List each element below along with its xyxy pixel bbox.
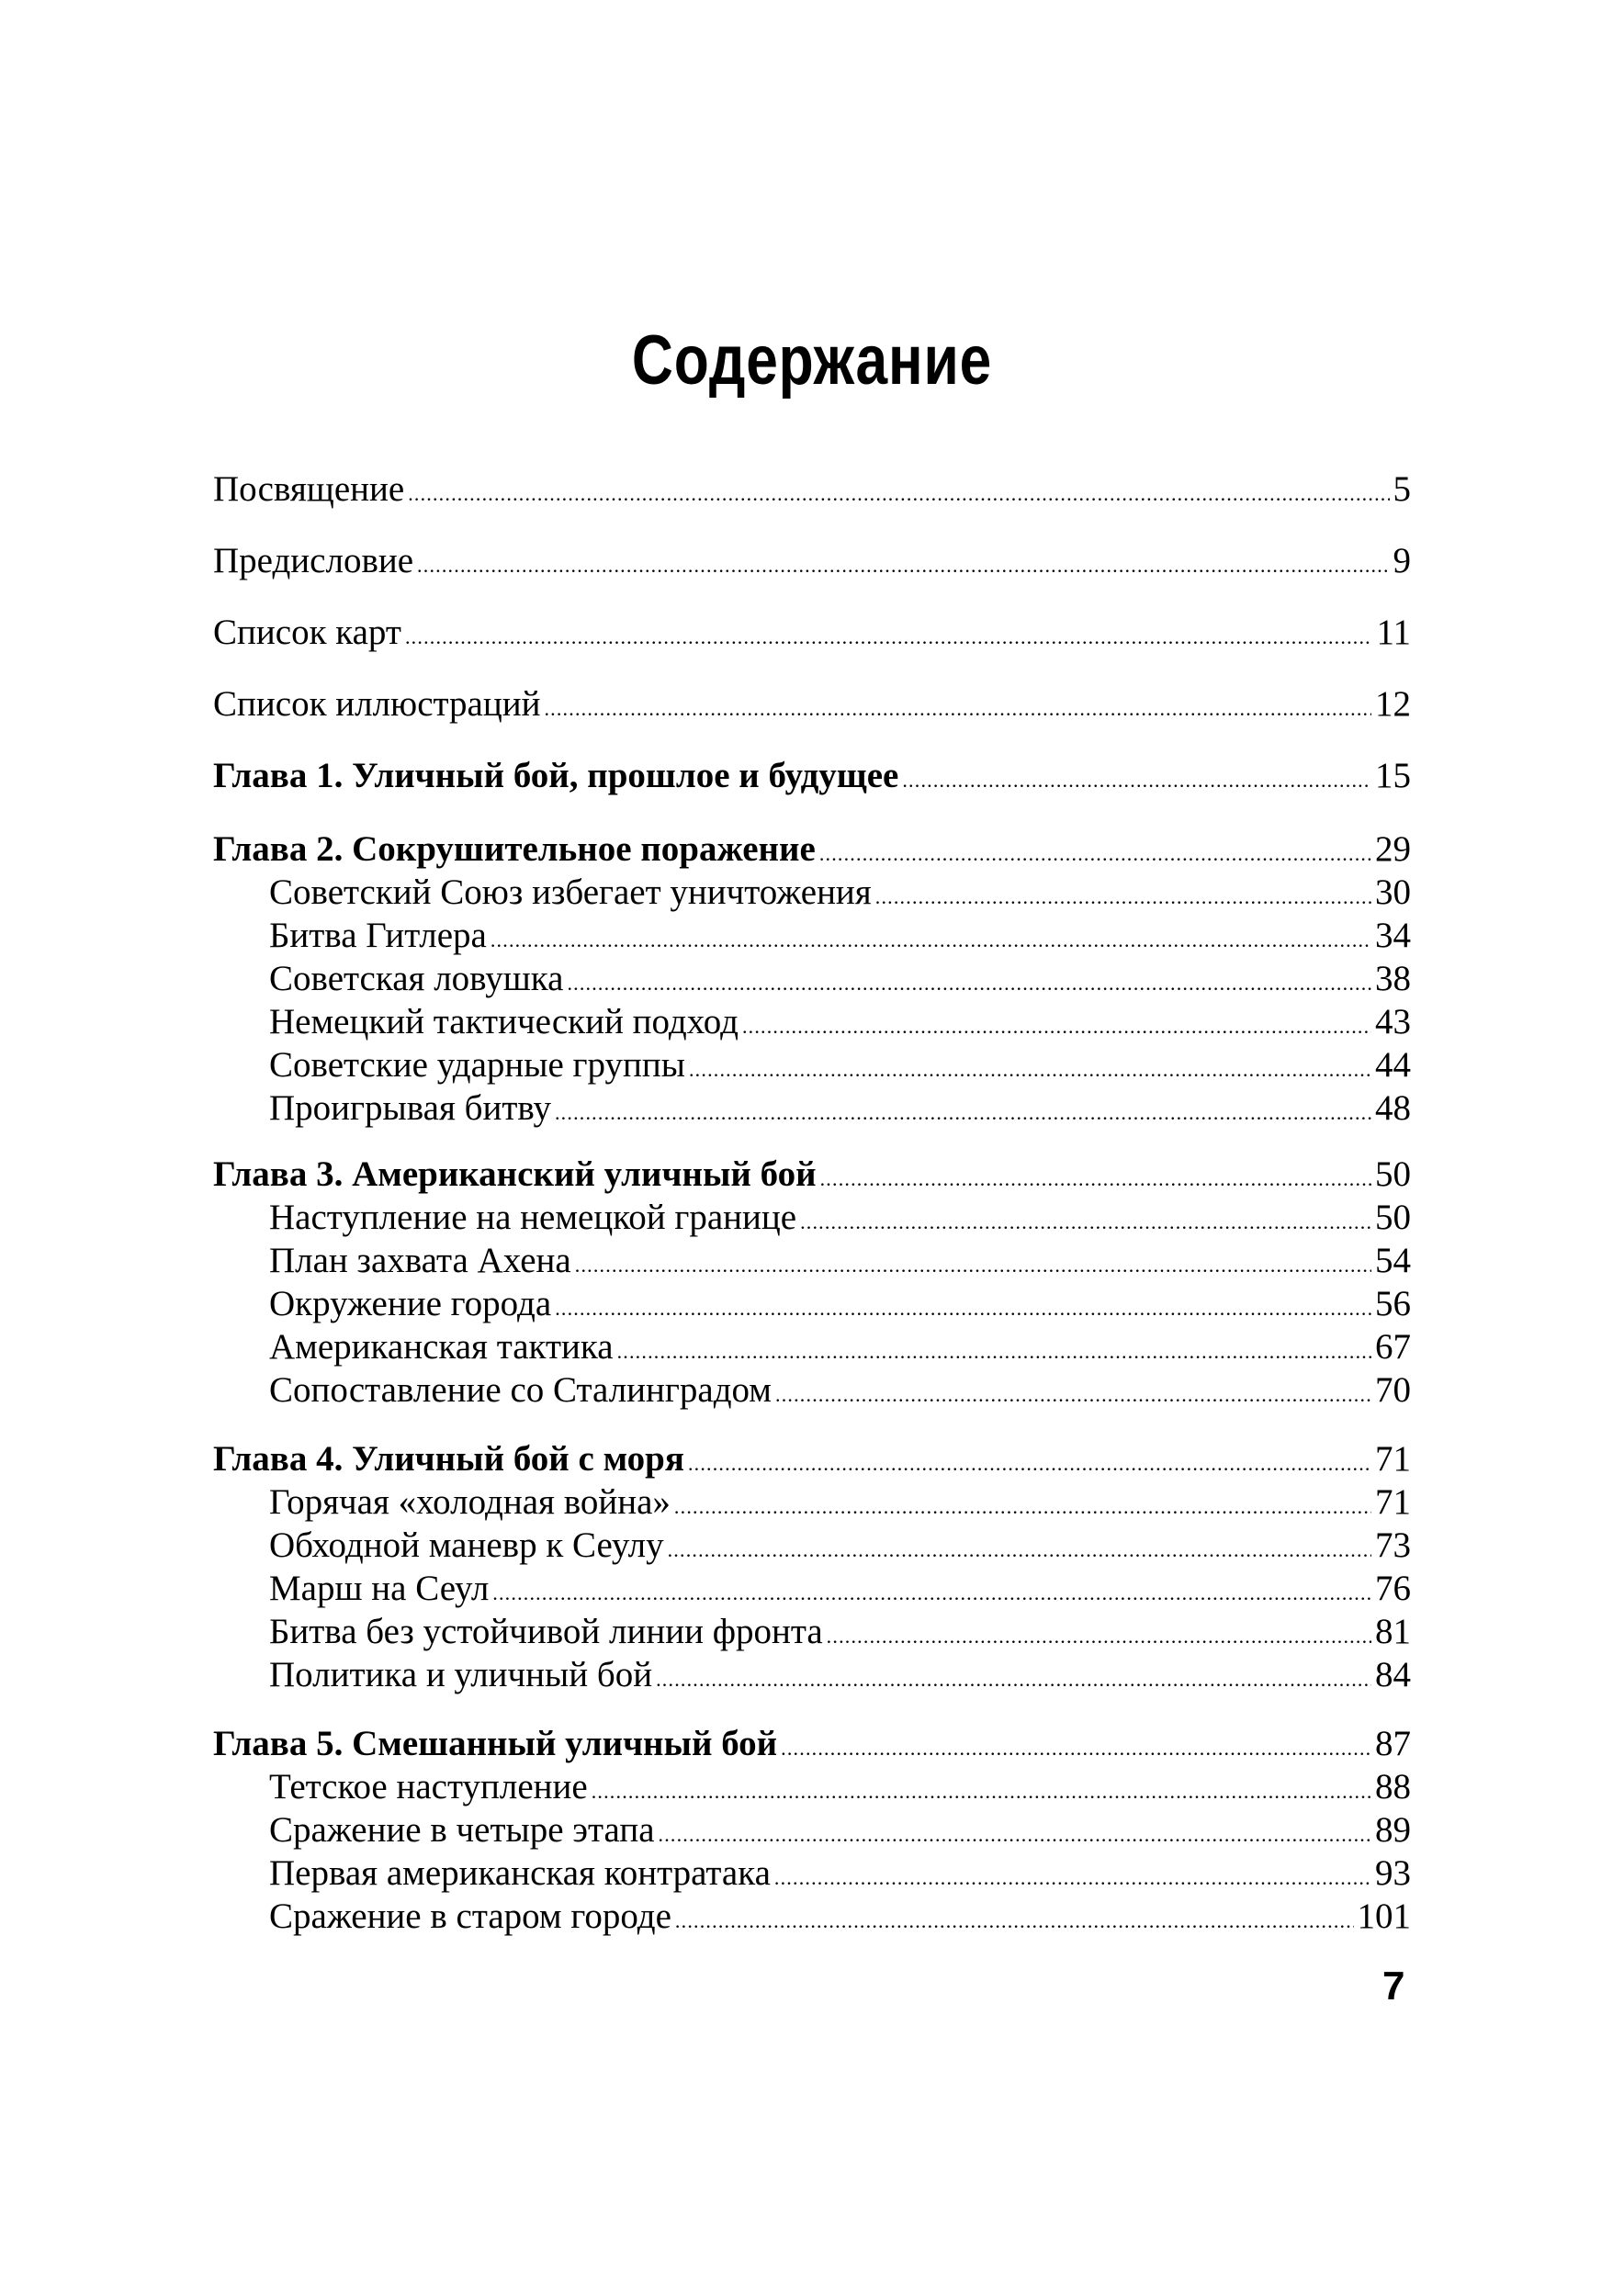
dot-leader	[668, 1538, 1371, 1562]
toc-chapter-page: 50	[1375, 1154, 1411, 1194]
dot-leader	[617, 1340, 1371, 1364]
toc-section[interactable]	[269, 1326, 1411, 1370]
toc-entry-label: Список иллюстраций	[213, 684, 541, 724]
toc-section[interactable]	[269, 1766, 1411, 1810]
toc-section[interactable]	[269, 1568, 1411, 1612]
toc-section[interactable]	[269, 872, 1411, 916]
toc-chapter-5[interactable]	[213, 1723, 1411, 1767]
toc-section-page: 44	[1375, 1045, 1411, 1085]
toc-section[interactable]	[269, 1197, 1411, 1241]
toc-section-page: 84	[1375, 1655, 1411, 1694]
toc-section[interactable]	[269, 958, 1411, 1002]
toc-section-label: Первая американская контратака	[269, 1853, 771, 1893]
toc-section[interactable]	[269, 1896, 1411, 1940]
toc-chapter-label: Глава 4. Уличный бой с моря	[213, 1439, 684, 1479]
toc-section-label: Битва без устойчивой линии фронта	[269, 1612, 823, 1651]
toc-section-page: 89	[1375, 1810, 1411, 1850]
toc-entry-page: 5	[1393, 469, 1411, 509]
dot-leader	[567, 972, 1371, 996]
dot-leader	[820, 1167, 1371, 1191]
dot-leader	[592, 1780, 1371, 1804]
dot-leader	[675, 1909, 1354, 1933]
toc-section-page: 56	[1375, 1284, 1411, 1323]
toc-entry-dedication[interactable]	[213, 468, 1411, 512]
toc-section[interactable]	[269, 1001, 1411, 1045]
toc-section-label: Битва Гитлера	[269, 916, 487, 955]
toc-entry-label: Посвящение	[213, 469, 405, 509]
dot-leader	[492, 1581, 1371, 1605]
toc-section[interactable]	[269, 1044, 1411, 1088]
toc-chapter-page: 15	[1375, 756, 1411, 795]
toc-section-page: 81	[1375, 1612, 1411, 1651]
toc-section-label: Окружение города	[269, 1284, 552, 1323]
toc-section[interactable]	[269, 1852, 1411, 1896]
toc-chapter-2[interactable]	[213, 828, 1411, 872]
toc-section[interactable]	[269, 1654, 1411, 1698]
dot-leader	[827, 1625, 1371, 1649]
toc-section-label: Сражение в четыре этапа	[269, 1810, 655, 1850]
dot-leader	[781, 1737, 1371, 1761]
dot-leader	[775, 1383, 1371, 1407]
dot-leader	[774, 1866, 1371, 1890]
toc-entry-page: 11	[1376, 613, 1411, 652]
dot-leader	[656, 1668, 1371, 1692]
toc-section-label: Горячая «холодная война»	[269, 1482, 671, 1522]
toc-section[interactable]	[269, 1481, 1411, 1525]
dot-leader	[674, 1495, 1371, 1519]
toc-section-page: 101	[1357, 1896, 1411, 1936]
toc-chapter-label: Глава 2. Сокрушительное поражение	[213, 829, 816, 869]
toc-chapter-1[interactable]	[213, 755, 1411, 799]
toc-entry-page: 12	[1375, 684, 1411, 724]
dot-leader	[800, 1210, 1371, 1234]
toc-chapter-page: 29	[1375, 829, 1411, 869]
toc-section-page: 76	[1375, 1569, 1411, 1608]
toc-section-page: 38	[1375, 959, 1411, 998]
toc-chapter-3[interactable]	[213, 1154, 1411, 1198]
toc-section-page: 70	[1375, 1370, 1411, 1410]
toc-section-label: План захвата Ахена	[269, 1241, 571, 1280]
toc-section[interactable]	[269, 1240, 1411, 1284]
toc-section[interactable]	[269, 1611, 1411, 1655]
toc-chapter-page: 71	[1375, 1439, 1411, 1479]
toc-section-label: Немецкий тактический подход	[269, 1002, 739, 1041]
toc-section-label: Советские ударные группы	[269, 1045, 685, 1085]
toc-entry-preface[interactable]	[213, 540, 1411, 584]
toc-section[interactable]	[269, 1087, 1411, 1131]
toc-section-page: 73	[1375, 1525, 1411, 1565]
dot-leader	[555, 1297, 1371, 1321]
toc-entry-list-of-maps[interactable]	[213, 612, 1411, 656]
toc-section-page: 88	[1375, 1767, 1411, 1806]
toc-section-label: Марш на Сеул	[269, 1569, 490, 1608]
toc-entry-page: 9	[1393, 541, 1411, 580]
toc-section-page: 34	[1375, 916, 1411, 955]
toc-section-label: Политика и уличный бой	[269, 1655, 653, 1694]
dot-leader	[491, 929, 1371, 952]
toc-section-page: 48	[1375, 1088, 1411, 1128]
dot-leader	[688, 1452, 1371, 1476]
toc-section[interactable]	[269, 1809, 1411, 1853]
page-number: 7	[1382, 1964, 1405, 2009]
toc-section-page: 93	[1375, 1853, 1411, 1893]
toc-section[interactable]	[269, 1283, 1411, 1327]
toc-section-page: 67	[1375, 1327, 1411, 1367]
dot-leader	[575, 1254, 1371, 1277]
toc-section-page: 71	[1375, 1482, 1411, 1522]
toc-entry-list-of-illustrations[interactable]	[213, 683, 1411, 727]
toc-section[interactable]	[269, 1525, 1411, 1569]
dot-leader	[555, 1101, 1371, 1125]
dot-leader	[902, 769, 1371, 793]
toc-section[interactable]	[269, 915, 1411, 959]
toc-section-page: 30	[1375, 872, 1411, 912]
dot-leader	[544, 697, 1371, 721]
toc-chapter-4[interactable]	[213, 1438, 1411, 1482]
toc-section-label: Проигрывая битву	[269, 1088, 551, 1128]
dot-leader	[819, 842, 1371, 866]
dot-leader	[408, 482, 1389, 506]
dot-leader	[417, 554, 1389, 578]
toc-section-label: Обходной маневр к Сеулу	[269, 1525, 664, 1565]
toc-section-page: 50	[1375, 1198, 1411, 1237]
toc-section-label: Советский Союз избегает уничтожения	[269, 872, 872, 912]
toc-section-label: Тетское наступление	[269, 1767, 588, 1806]
toc-entry-label: Предисловие	[213, 541, 414, 580]
toc-section-label: Советская ловушка	[269, 959, 564, 998]
dot-leader	[659, 1823, 1372, 1847]
toc-section-label: Наступление на немецкой границе	[269, 1198, 797, 1237]
toc-section-label: Американская тактика	[269, 1327, 614, 1367]
dot-leader	[689, 1058, 1371, 1082]
dot-leader	[405, 625, 1372, 649]
toc-chapter-label: Глава 3. Американский уличный бой	[213, 1154, 817, 1194]
toc-section-page: 43	[1375, 1002, 1411, 1041]
toc-chapter-label: Глава 5. Смешанный уличный бой	[213, 1724, 778, 1763]
toc-chapter-label: Глава 1. Уличный бой, прошлое и будущее	[213, 756, 899, 795]
toc-section-page: 54	[1375, 1241, 1411, 1280]
toc-chapter-page: 87	[1375, 1724, 1411, 1763]
page-title: Содержание	[631, 321, 993, 400]
dot-leader	[742, 1015, 1371, 1039]
toc-section-label: Сопоставление со Сталинградом	[269, 1370, 772, 1410]
toc-section[interactable]	[269, 1369, 1411, 1413]
dot-leader	[875, 885, 1371, 909]
toc-entry-label: Список карт	[213, 613, 401, 652]
toc-section-label: Сражение в старом городе	[269, 1896, 671, 1936]
